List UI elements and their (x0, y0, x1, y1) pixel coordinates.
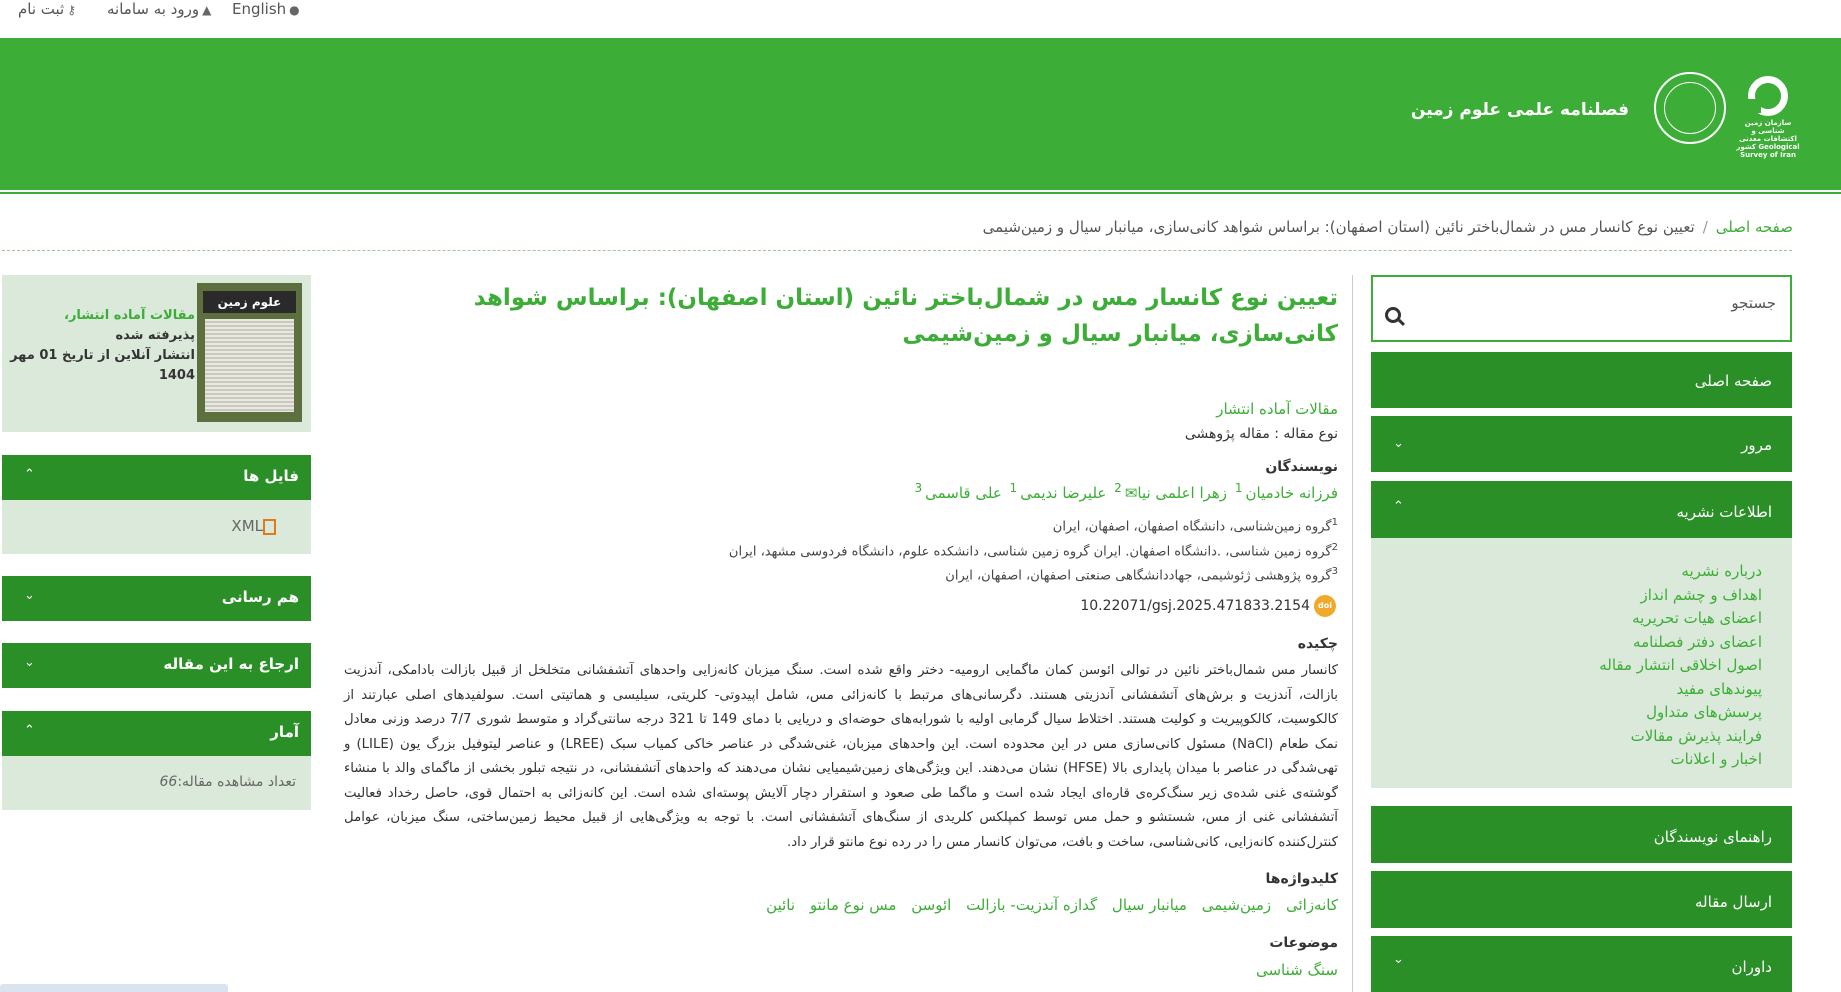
sidebar-item-browse-label: مرور (1741, 436, 1772, 454)
view-count (159, 774, 296, 790)
sidebar-item-journal-info-label: اطلاعات نشریه (1676, 503, 1772, 521)
gs-logo-icon (1748, 76, 1788, 116)
journal-info-submenu (1371, 538, 1792, 788)
sidebar-item-submit-label: ارسال مقاله (1694, 893, 1772, 911)
subject-link[interactable]: سنگ شناسی (1255, 961, 1338, 979)
authors-heading: نویسندگان (1265, 459, 1338, 475)
sidebar-item-author-guide-label: راهنمای نویسندگان (1653, 828, 1772, 846)
affiliation-text: گروه زمین شناسی، .دانشگاه اصفهان. ایران گروه زمین شناسی، دانشکده علوم، دانشگاه فردوسی مشهد، ایران (728, 544, 1332, 560)
affiliation-sup: 3 (1331, 566, 1338, 577)
keyword-link[interactable]: مس نوع مانتو (809, 896, 897, 914)
abstract-text: کانسار مس شمال‌باختر نائین در توالی ائوسن کمان ماگمایی ارومیه- دختر واقع شده است. سنگ میزبان کانه‌زایی واحدهای آتشفشانی متخلخل از قبیل بازالت بادامکی، آندزیت بازالت، آندزیت و برش‌های آتشفشانی آندزیتی هستند. دگرسانی‌های مرتبط با کانه‌زائی مس، شامل اپیدوتی- کلریتی، سیلیسی و هماتیتی است. سولفیدهای اصلی عبارتند از کالکوسیت، کالکوپیریت و کولیت هستند. اختلاط سیال گرمابی اولیه با شورابه‌های حوضه‌ای و دریایی با دمای 149 تا 321 درجه سانتی‌گراد و متوسط شوری 7/7 درصد وزنی معادل نمک طعام (NaCl) مسئول کانی‌سازی مس در این محدوده است. این واحدهای میزبان، غنی‌شدگی در عناصر خاکی کمیاب سبک (LREE) و عناصر لیتوفیل بزرگ یون (LILE) و تهی‌شدگی در عناصر با میدان پایداری بالا (HFSE) نشان می‌دهند. این ویژگی‌های زمین‌شیمیایی نشان می‌دهند که واحدهای آتشفشانی، در نتیجه تبلور بخشی از ماگمای والد با منشاء گوشته‌ی غنی شده‌ی زیر سنگ‌کره‌ی قاره‌ای ایجاد شده است و ماگما طی صعود و استقرار دچار آلایش پوسته‌ای شده است. این کانه‌زائی به احتمال قوی، حاصل رخداد فعالیت آتشفشانی غنی از مس، شستشو و حمل مس توسط کمپلکس کلریدی از سنگ‌های آتشفشانی است. با توجه به ویژگی‌هایی از قبیل محیط زمین‌ساختی، سنگ میزبان، عوامل کنترل‌کننده کانه‌زایی، کانی‌شناسی، ساخت و بافت، می‌توان کانسار مس را در رده نوع مانتو قرار داد. (344, 663, 1339, 850)
affiliation (729, 542, 1338, 559)
keyword-link[interactable]: زمین‌شیمی (1201, 896, 1272, 914)
cite-panel-header[interactable] (2, 643, 311, 688)
doi-row (1080, 595, 1336, 617)
english-label: English (232, 0, 287, 18)
search-input[interactable]: جستجو (1731, 294, 1776, 312)
english-link[interactable] (232, 0, 300, 19)
view-count-label: تعداد مشاهده مقاله: (177, 774, 296, 790)
affiliation (1053, 517, 1338, 534)
cover-title: علوم زمین (203, 291, 296, 313)
author-name: فرزانه خادمیان (1245, 484, 1338, 502)
sidebar-item-reviewers[interactable] (1371, 936, 1792, 992)
journal-title[interactable]: فصلنامه علمی علوم زمین (1410, 100, 1629, 120)
register-label: ثبت نام (18, 0, 65, 18)
key-icon: ⚷ (67, 3, 77, 17)
doi-icon: doi (1314, 595, 1336, 617)
chevron-down-icon: ⌄ (24, 588, 35, 603)
article-type: نوع مقاله : مقاله پژوهشی (1184, 426, 1338, 442)
sidebar-item-reviewers-label: داوران (1731, 958, 1772, 976)
sidebar-item-home-label: صفحه اصلی (1694, 372, 1772, 390)
search-box[interactable] (1371, 275, 1792, 342)
files-panel-title: فایل ها (243, 467, 299, 485)
top-bar (0, 0, 1841, 38)
gs-logo-text: سازمان زمین شناسی و اکتشافات معدنی کشور Geological Survey of Iran (1736, 119, 1800, 159)
keywords-heading: کلیدواژه‌ها (1265, 871, 1338, 887)
chevron-up-icon: ⌃ (24, 723, 35, 738)
sidebar-item-journal-info[interactable] (1371, 481, 1792, 538)
submenu-item-editorial-board[interactable]: اعضای هیات تحریریه (1632, 609, 1762, 627)
search-icon[interactable] (1385, 307, 1401, 323)
affiliation-sup: 2 (1331, 542, 1338, 553)
author-name: زهرا اعلمی نیا (1137, 484, 1228, 502)
keyword-link[interactable]: ائوسن (911, 896, 952, 914)
sidebar-item-browse[interactable] (1371, 416, 1792, 472)
author-link[interactable] (1232, 481, 1338, 502)
view-count-value: 66 (159, 774, 178, 790)
chevron-up-icon: ⌃ (1393, 499, 1404, 514)
affiliation-sup: 1 (1331, 517, 1338, 528)
envelope-icon[interactable]: ✉ (1124, 484, 1138, 502)
article-title: تعیین نوع کانسار مس در شمال‌باختر نائین (استان اصفهان): براساس شواهد کانی‌سازی، میانبار سیال و زمین‌شیمی (473, 285, 1338, 347)
author-name: علی قاسمی (925, 484, 1002, 502)
submenu-item-links[interactable]: پیوندهای مفید (1676, 679, 1762, 698)
user-icon: ▲ (202, 3, 212, 17)
society-emblem-icon (1654, 72, 1726, 144)
xml-label: XML (231, 517, 263, 535)
share-panel-title: هم رسانی (221, 588, 299, 606)
article-category[interactable]: مقالات آماده انتشار (1216, 400, 1338, 418)
keyword-link[interactable]: میانبار سیال (1111, 896, 1187, 914)
breadcrumb-separator: / (1702, 218, 1708, 236)
author-affil-sup: 2 (1114, 481, 1122, 495)
sidebar-divider (1352, 275, 1353, 992)
submenu-item-acceptance-process[interactable]: فرایند پذیرش مقالات (1630, 726, 1762, 745)
cover-page-graphic (205, 319, 294, 412)
doi-link[interactable]: 10.22071/gsj.2025.471833.2154 (1080, 598, 1310, 614)
issue-line-3: انتشار آنلاین از تاریخ 01 مهر (10, 348, 195, 363)
author-link[interactable] (1111, 481, 1228, 502)
keyword-link[interactable]: کانه‌زائی (1285, 896, 1338, 914)
keywords-list (756, 896, 1338, 914)
sidebar-item-submit[interactable] (1371, 871, 1792, 928)
xml-download-link[interactable] (231, 517, 279, 535)
keyword-link[interactable]: گدازه آندزیت- بازالت (966, 896, 1098, 914)
stats-panel-header[interactable] (2, 711, 311, 756)
breadcrumb-home[interactable]: صفحه اصلی (1715, 218, 1793, 236)
header-divider (0, 192, 1841, 194)
author-name: علیرضا ندیمی (1020, 484, 1107, 502)
breadcrumb-current: تعیین نوع کانسار مس در شمال‌باختر نائین (استان اصفهان): براساس شواهد کانی‌سازی، میانبار سیال و زمین‌شیمی (982, 218, 1695, 236)
geological-survey-logo[interactable] (1735, 76, 1801, 159)
sidebar-item-home[interactable] (1371, 352, 1792, 408)
submenu-item-aims[interactable]: اهداف و چشم انداز (1640, 585, 1762, 604)
submenu-item-about[interactable]: درباره نشریه (1681, 562, 1762, 580)
breadcrumb (983, 218, 1793, 236)
author-affil-sup: 1 (1009, 481, 1018, 495)
subjects-heading: موضوعات (1269, 935, 1338, 951)
submenu-item-office-members[interactable]: اعضای دفتر فصلنامه (1633, 632, 1762, 651)
file-icon (263, 519, 276, 535)
author-link[interactable] (911, 481, 1002, 502)
login-label: ورود به سامانه (107, 0, 200, 18)
issue-line-1[interactable]: مقالات آماده انتشار، (64, 308, 195, 323)
sidebar-item-author-guide[interactable] (1371, 806, 1792, 863)
register-link[interactable] (18, 0, 76, 19)
status-strip (0, 984, 228, 992)
chevron-up-icon: ⌃ (24, 467, 35, 482)
submenu-item-faq[interactable]: پرسش‌های متداول (1646, 703, 1762, 721)
chevron-down-icon: ⌄ (24, 655, 35, 670)
author-link[interactable] (1007, 481, 1107, 502)
chevron-down-icon: ⌄ (1393, 436, 1404, 451)
author-affil-sup: 1 (1234, 481, 1243, 495)
issue-line-2: پذیرفته شده (115, 328, 195, 343)
submenu-item-news[interactable]: اخبار و اعلانات (1670, 750, 1762, 768)
files-panel-header[interactable] (2, 455, 311, 500)
login-link[interactable] (107, 0, 211, 19)
authors-list (911, 481, 1338, 502)
share-panel-header[interactable] (2, 576, 311, 621)
journal-cover-image[interactable] (197, 283, 302, 422)
issue-info (10, 306, 195, 386)
stats-panel-title: آمار (270, 723, 299, 741)
affiliation (945, 566, 1338, 583)
affiliation-text: گروه زمین‌شناسی، دانشگاه اصفهان، اصفهان، ایران (1052, 519, 1332, 535)
globe-icon: ● (289, 3, 300, 17)
abstract-heading: چکیده (1297, 636, 1338, 652)
keyword-link[interactable]: نائین (766, 896, 796, 914)
cite-panel-title: ارجاع به این مقاله (163, 655, 299, 673)
author-affil-sup: 3 (914, 481, 923, 495)
breadcrumb-divider (2, 250, 1792, 251)
chevron-down-icon: ⌄ (1393, 952, 1404, 967)
issue-line-4: 1404 (158, 368, 195, 383)
affiliation-text: گروه پژوهشی ژئوشیمی، جهاددانشگاهی صنعتی اصفهان، اصفهان، ایران (945, 568, 1332, 584)
submenu-item-ethics[interactable]: اصول اخلاقی انتشار مقاله (1599, 656, 1762, 674)
